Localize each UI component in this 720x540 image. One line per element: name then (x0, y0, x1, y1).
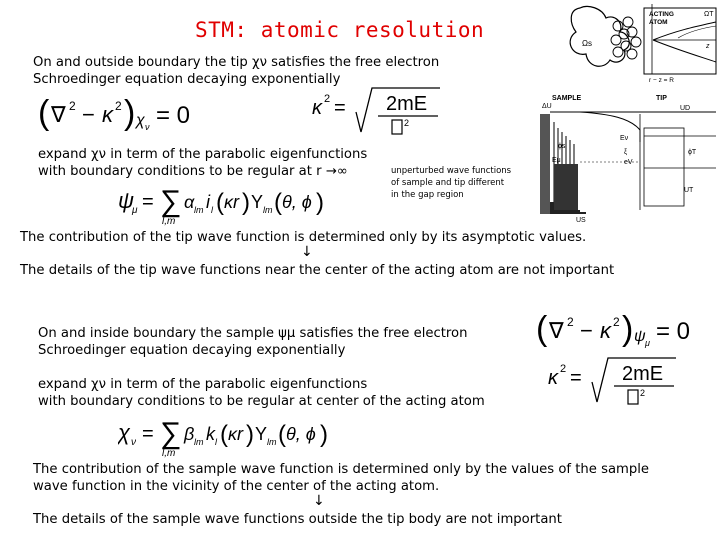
svg-text:lm: lm (263, 205, 273, 215)
svg-text:θ, ϕ: θ, ϕ (286, 424, 316, 444)
conclusion2-line2: wave function in the vicinity of the center of the acting atom. (33, 479, 440, 494)
svg-text:∇: ∇ (51, 102, 66, 127)
figure-note-line2: of sample and tip different (391, 178, 505, 188)
tip-kappa-equation (312, 82, 442, 140)
svg-text:κ: κ (102, 102, 113, 127)
sample-label: SAMPLE (552, 95, 582, 102)
svg-text:i: i (206, 192, 210, 212)
sample-statement-line2: Schroedinger equation decaying exponentially (38, 343, 346, 358)
conclusion2-arrow: ↓ (313, 493, 325, 509)
sample-statement-line1: On and inside boundary the sample ψμ satisfies the free electron (38, 326, 468, 341)
svg-text:=: = (142, 191, 154, 213)
svg-text:χ: χ (136, 112, 145, 129)
svg-text:(: ( (220, 421, 228, 448)
svg-text:ψ: ψ (118, 188, 135, 213)
svg-text:ν: ν (145, 122, 150, 132)
conclusion2-line3: The details of the sample wave functions outside the tip body are not important (33, 512, 562, 527)
tip-helmholtz-equation (38, 90, 208, 140)
svg-text:κr: κr (224, 192, 239, 212)
energy-diagram-figure (540, 92, 718, 224)
svg-text:(: ( (274, 189, 282, 216)
svg-text:(: ( (278, 421, 286, 448)
svg-text:μ: μ (132, 205, 138, 216)
sample-expand-line1: expand χν in term of the parabolic eigenfunctions (38, 377, 368, 392)
tip-geometry-figure (558, 2, 718, 88)
svg-text:2: 2 (115, 99, 122, 113)
svg-text:κr: κr (228, 424, 243, 444)
u-s-label: US (576, 217, 586, 224)
sample-kappa-equation (548, 352, 678, 410)
svg-text:2: 2 (69, 99, 76, 113)
omega-s-label: Ωs (582, 39, 592, 48)
sample-helmholtz-equation (536, 308, 716, 356)
svg-text:∑: ∑ (160, 185, 182, 218)
svg-text:lm: lm (267, 437, 277, 447)
svg-text:θ, ϕ: θ, ϕ (282, 192, 312, 212)
svg-text:β: β (184, 424, 195, 444)
conclusion1-line1: The contribution of the tip wave function is determined only by its asymptotic values. (20, 230, 587, 245)
svg-text:−: − (82, 102, 95, 127)
phi-s-label: ϕs (558, 143, 566, 150)
conclusion1-arrow: ↓ (301, 244, 313, 260)
r-eq-label: r − z = R (649, 77, 674, 84)
svg-text:−: − (580, 318, 593, 343)
svg-text:2: 2 (324, 93, 331, 105)
svg-text:=: = (334, 97, 346, 119)
svg-text:=: = (570, 367, 582, 389)
svg-text:): ) (246, 421, 254, 448)
svg-text:= 0: = 0 (156, 102, 191, 129)
tip-expansion-equation (118, 180, 348, 230)
svg-text:): ) (124, 94, 136, 132)
svg-text:2: 2 (560, 363, 567, 375)
svg-text:χ: χ (118, 420, 131, 445)
page-title: STM: atomic resolution (195, 18, 485, 42)
phi-t-label: ϕT (688, 149, 697, 156)
svg-text:∇: ∇ (549, 318, 564, 343)
figure-note-line3: in the gap region (391, 190, 464, 200)
figure-note-line1: unperturbed wave functions (391, 166, 512, 176)
tip-expand-line1: expand χν in term of the parabolic eigenfunctions (38, 147, 368, 162)
u-d-label: UD (680, 105, 691, 112)
sample-expansion-equation (118, 412, 348, 462)
svg-text:l: l (211, 205, 213, 215)
sample-expand-line2: with boundary conditions to be regular at center of the acting atom (38, 394, 485, 409)
svg-text:2: 2 (613, 315, 620, 329)
conclusion2-line1: The contribution of the sample wave function is determined only by the values of the sample (33, 462, 650, 477)
svg-text:ν: ν (131, 437, 136, 448)
svg-text:Y: Y (251, 192, 264, 212)
svg-text:): ) (622, 310, 634, 348)
svg-text:ATOM: ATOM (649, 19, 668, 26)
omega-t-label: ΩT (704, 11, 714, 18)
svg-text:ACTING: ACTING (649, 11, 674, 18)
ev-label: eV (624, 159, 633, 166)
tip-statement-line1: On and outside boundary the tip χν satisfies the free electron (33, 55, 440, 70)
xi-label: ξ (624, 149, 628, 156)
svg-text:2: 2 (640, 388, 646, 398)
svg-text:l: l (215, 437, 217, 447)
delta-u-label: ΔU (542, 103, 552, 110)
conclusion1-line2: The details of the tip wave functions near the center of the acting atom are not important (20, 263, 615, 278)
svg-text:): ) (320, 421, 328, 448)
tip-statement-line2: Schroedinger equation decaying exponentially (33, 72, 341, 87)
svg-text:2mE: 2mE (386, 93, 428, 115)
svg-text:k: k (206, 424, 215, 444)
svg-text:2: 2 (404, 118, 410, 128)
svg-text:Y: Y (255, 424, 268, 444)
svg-text:=: = (142, 423, 154, 445)
svg-text:lm: lm (194, 205, 204, 215)
u-t-label: UT (684, 187, 694, 194)
svg-text:(: ( (536, 310, 548, 348)
z-label: z (706, 43, 710, 50)
svg-text:α: α (184, 192, 195, 212)
svg-text:): ) (242, 189, 250, 216)
svg-text:lm: lm (194, 437, 204, 447)
svg-text:κ: κ (548, 367, 558, 389)
svg-text:μ: μ (645, 338, 650, 348)
svg-text:l,m: l,m (162, 448, 176, 459)
svg-text:ψ: ψ (634, 328, 646, 345)
e-mu-label: Eμ (552, 157, 561, 164)
svg-text:κ: κ (600, 318, 611, 343)
svg-text:(: ( (38, 94, 50, 132)
tip-expand-line2: with boundary conditions to be regular at r →∞ (38, 164, 348, 179)
tip-label: TIP (656, 95, 667, 102)
svg-text:(: ( (216, 189, 224, 216)
svg-text:2mE: 2mE (622, 363, 664, 385)
svg-text:∑: ∑ (160, 417, 182, 450)
svg-text:l,m: l,m (162, 216, 176, 227)
svg-text:= 0: = 0 (656, 318, 691, 345)
svg-text:): ) (316, 189, 324, 216)
svg-text:κ: κ (312, 97, 322, 119)
svg-text:2: 2 (567, 315, 574, 329)
e-nu-label: Eν (620, 135, 629, 142)
